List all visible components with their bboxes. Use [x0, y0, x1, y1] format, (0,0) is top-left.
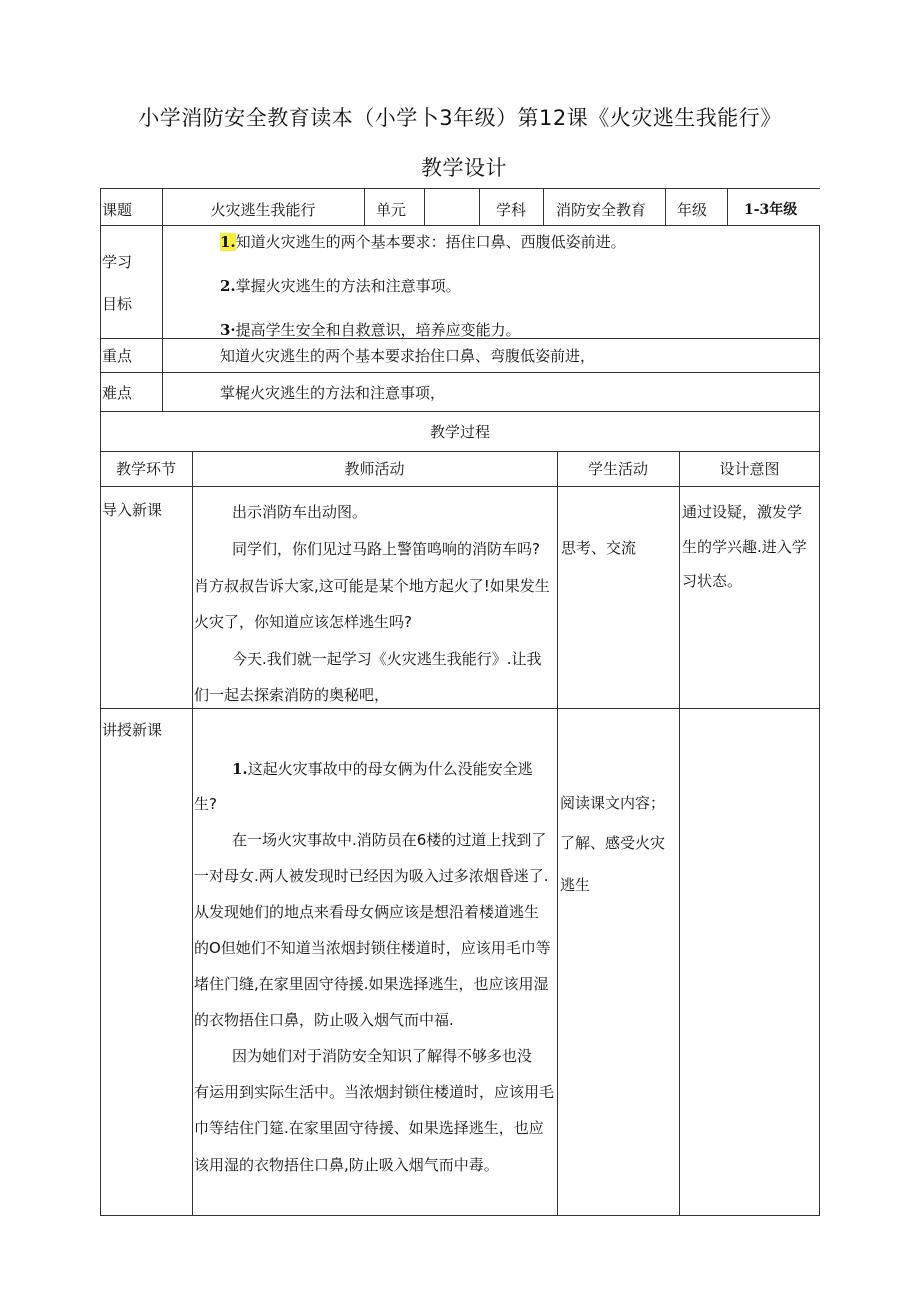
teacher-activity-line: 今天.我们就一起学习《火灾逃生我能行》.让我	[232, 650, 542, 668]
teacher-question-number: 1.	[232, 760, 248, 778]
goal-item-3-number: 3·	[220, 321, 236, 339]
table-rule	[100, 188, 101, 1216]
table-rule	[192, 451, 193, 1215]
teacher-activity-line: 有运用到实际生活中。当浓烟封锁住楼道时，应该用毛	[194, 1083, 555, 1101]
unit-label: 单元	[376, 201, 407, 219]
subject-label: 学科	[496, 201, 527, 219]
student-activity: 思考、交流	[561, 539, 637, 557]
grade-label: 年级	[677, 201, 708, 219]
stage-name: 讲授新课	[102, 721, 163, 739]
col-header-student: 学生活动	[587, 460, 648, 478]
teacher-activity-line: 火灾了，你知道应该怎样逃生吗?	[194, 613, 412, 631]
key-point-text: 知道火灾逃生的两个基本要求抬住口鼻、弯腹低姿前进，	[220, 347, 596, 365]
table-rule	[424, 188, 425, 225]
table-rule	[819, 225, 820, 1216]
document-subtitle: 教学设计	[421, 156, 507, 180]
table-rule	[100, 372, 820, 373]
student-activity-line: 阅读课文内容；	[560, 794, 666, 812]
difficulty-text: 掌梶火灾逃生的方法和注意事项，	[220, 384, 446, 402]
goal-item-1: 1.知道火灾逃生的两个基本要求：捂住口鼻、西腹低姿前进。	[220, 233, 626, 251]
teacher-activity-line: 该用湿的衣物捂住口鼻,防止吸入烟气而中毒。	[194, 1156, 499, 1174]
teacher-question: 1.这起火灾事故中的母女俩为什么没能安全逃	[232, 760, 533, 778]
stage-name: 导入新课	[102, 501, 163, 519]
table-rule	[543, 188, 544, 225]
teacher-activity-line: 的O但她们不知道当浓烟封锁住楼道时，应该用毛巾等	[194, 939, 551, 957]
teacher-activity-line: 们一起去探索消防的奥秘吧，	[194, 686, 390, 704]
teacher-activity-line: 肖方叔叔告诉大家,这可能是某个地方起火了!如果发生	[194, 577, 550, 595]
teacher-activity-line: 巾等结住门筵.在家里固守待援、如果选择逃生，也应	[194, 1119, 544, 1137]
table-rule	[162, 225, 163, 411]
subject-value: 消防安全教育	[556, 201, 647, 219]
goal-item-1-number: 1.	[220, 233, 236, 251]
teacher-activity-line: 从发现她们的地点来看母女俩应该是想沿着楼道逃生	[194, 903, 540, 921]
table-rule	[100, 225, 820, 226]
design-intent-line: 通过设疑，激发学	[682, 503, 803, 521]
design-intent-line: 习状态。	[682, 572, 743, 590]
document-title: 小学消防安全教育读本（小学卜3年级）第12课《火灾逃生我能行》	[138, 106, 782, 130]
table-rule	[479, 188, 480, 225]
table-rule	[100, 708, 820, 709]
teacher-activity-line: 在一场火灾事故中.消防员在6楼的过道上找到了	[232, 831, 547, 849]
teacher-activity-line: 一对母女.两人被发现时已经因为吸入过多浓烟昏迷了.	[194, 867, 549, 885]
teacher-activity-line: 同学们，你们见过马路上警笛鸣响的消防车吗?	[232, 540, 540, 558]
difficulty-label: 难点	[102, 384, 133, 402]
col-header-intent: 设计意图	[719, 460, 780, 478]
teacher-activity-line: 的衣物捂住口鼻，防止吸入烟气而中福.	[194, 1011, 454, 1029]
goal-item-2: 2.掌握火灾逃生的方法和注意事项。	[220, 277, 461, 295]
topic-value: 火灾逃生我能行	[210, 201, 316, 219]
teacher-activity-line: 出示消防车出动图。	[232, 503, 368, 521]
topic-label: 课题	[102, 201, 133, 219]
goal-item-3: 3·提高学生安全和自救意识，培养应变能力。	[220, 321, 521, 339]
grade-value: 1-3年级	[744, 202, 798, 218]
col-header-teacher: 教师活动	[344, 460, 405, 478]
table-rule	[100, 411, 820, 412]
table-rule	[364, 188, 365, 225]
col-header-stage: 教学环节	[115, 460, 176, 478]
table-rule	[100, 1215, 820, 1216]
table-rule	[100, 486, 820, 487]
table-rule	[679, 451, 680, 1215]
table-rule	[100, 451, 820, 452]
student-activity-line: 了解、感受火灾	[560, 834, 666, 852]
goals-label-line2: 目标	[102, 295, 133, 313]
process-heading: 教学过程	[429, 423, 490, 441]
key-point-label: 重点	[102, 347, 133, 365]
teacher-activity-line: 生?	[194, 795, 217, 813]
teacher-activity-line: 因为她们对于消防安全知识了解得不够多也没	[232, 1047, 533, 1065]
table-rule	[557, 451, 558, 1215]
goal-item-2-number: 2.	[220, 277, 236, 295]
table-rule	[727, 188, 728, 225]
lesson-plan-table	[100, 188, 820, 1216]
table-rule	[100, 188, 820, 189]
table-rule	[665, 188, 666, 225]
student-activity-line: 逃生	[560, 876, 591, 894]
design-intent-line: 生的学兴趣.进入学	[682, 538, 807, 556]
goals-label-line1: 学习	[102, 253, 133, 271]
teacher-activity-line: 堵住门缝,在家里固守待援.如果选择逃生，也应该用湿	[194, 975, 549, 993]
